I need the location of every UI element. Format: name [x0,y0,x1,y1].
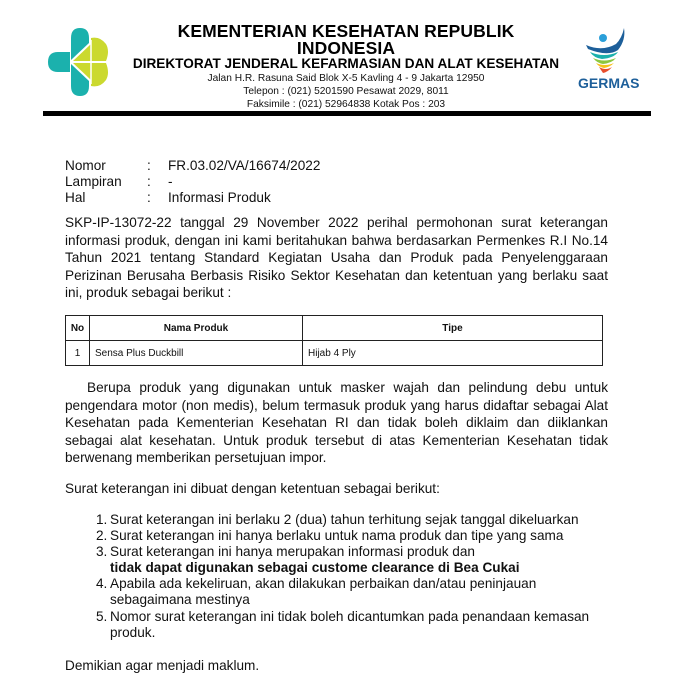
table-row [66,341,603,366]
meta-value: FR.03.02/VA/16674/2022 [168,158,321,173]
meta-colon: : [147,158,151,173]
meta-row-nomor [65,158,320,174]
meta-label: Hal [65,190,86,205]
germas-label: GERMAS [578,75,640,91]
header-no: No [66,316,90,341]
closing-line: Demikian agar menjadi maklum. [65,658,260,673]
meta-colon: : [147,190,151,205]
phone: Telepon : (021) 5201590 Pesawat 2029, 8011 [243,86,449,97]
conditions-list [96,512,616,641]
list-item [96,512,616,528]
meta-row-lampiran [65,174,320,190]
address: Jalan H.R. Rasuna Said Blok X-5 Kavling 4 - 9 Jakarta 12950 [207,73,485,84]
fax: Faksimile : (021) 52964838 Kotak Pos : 203 [246,99,446,110]
meta-row-hal [65,190,320,206]
meta-value: - [168,174,173,189]
letterhead [0,0,700,120]
list-text: Surat keterangan ini berlaku 2 (dua) tahun terhitung sejak tanggal dikeluarkan [110,512,579,527]
list-text: Surat keterangan ini hanya berlaku untuk nama produk dan tipe yang sama [110,528,564,544]
list-item [96,544,616,576]
list-text: Surat keterangan ini hanya merupakan informasi produk dan [110,544,475,560]
header-tipe: Tipe [303,316,603,341]
conditions-intro: Surat keterangan ini dibuat dengan ketentuan sebagai berikut: [65,481,440,496]
directorate-title: DIREKTORAT JENDERAL KEFARMASIAN DAN ALAT KESEHATAN [132,56,560,71]
list-text-wrap [110,544,616,576]
product-table [65,315,603,366]
cell-no: 1 [66,341,90,366]
cell-tipe: Hijab 4 Ply [303,341,603,366]
table-header-row [66,316,603,341]
cell-nama-produk: Sensa Plus Duckbill [90,341,303,366]
list-number: 2. [96,528,108,544]
intro-paragraph: SKP-IP-13072-22 tanggal 29 November 2022 perihal permohonan surat keterangan informasi produk, dengan ini kami beritahukan bahwa berdasarkan Permenkes R.I No.14 Tahun 2021 tentang Standard Kegiatan Usaha dan Produk pada Penyelenggaraan Perizinan Berusaha Berbasis Risiko Sektor Kesehatan dan ketentuan yang berlaku saat ini, produk sebagai berikut : [65,215,608,301]
germas-figure-icon [578,26,638,76]
meta-value: Informasi Produk [168,190,271,205]
list-text: Nomor surat keterangan ini tidak boleh dicantumkan pada penandaan kemasan produk. [110,608,590,640]
meta-label: Lampiran [65,174,122,189]
header-nama-produk: Nama Produk [90,316,303,341]
explanation-paragraph: Berupa produk yang digunakan untuk masker wajah dan pelindung debu untuk pengendara motor (non medis), belum termasuk produk yang harus didaftar sebagai Alat Kesehatan pada Kementerian Kesehatan RI dan tidak boleh diklaim dan diiklankan sebagai alat kesehatan. Untuk produk tersebut di atas Kementerian Kesehatan tidak berwenang memberikan persetujuan impor. [65,380,608,466]
meta-label: Nomor [65,158,106,173]
ministry-title: KEMENTERIAN KESEHATAN REPUBLIK INDONESIA [177,21,515,58]
list-item [96,576,616,608]
list-text: Apabila ada kekeliruan, akan dilakukan perbaikan dan/atau peninjauan sebagaimana mestinya [110,576,537,608]
letterhead-text [130,23,562,111]
list-text-bold: tidak dapat digunakan sebagai custome clearance di Bea Cukai [110,560,520,576]
list-number: 5. [96,608,108,624]
kemenkes-logo-icon [44,26,114,98]
list-number: 1. [96,512,108,527]
list-item [96,609,616,641]
list-number: 3. [96,544,108,560]
germas-logo [578,26,638,96]
list-number: 4. [96,576,108,592]
letter-meta [65,158,320,206]
letterhead-divider [43,111,651,116]
list-item [96,528,616,544]
meta-colon: : [147,174,151,189]
